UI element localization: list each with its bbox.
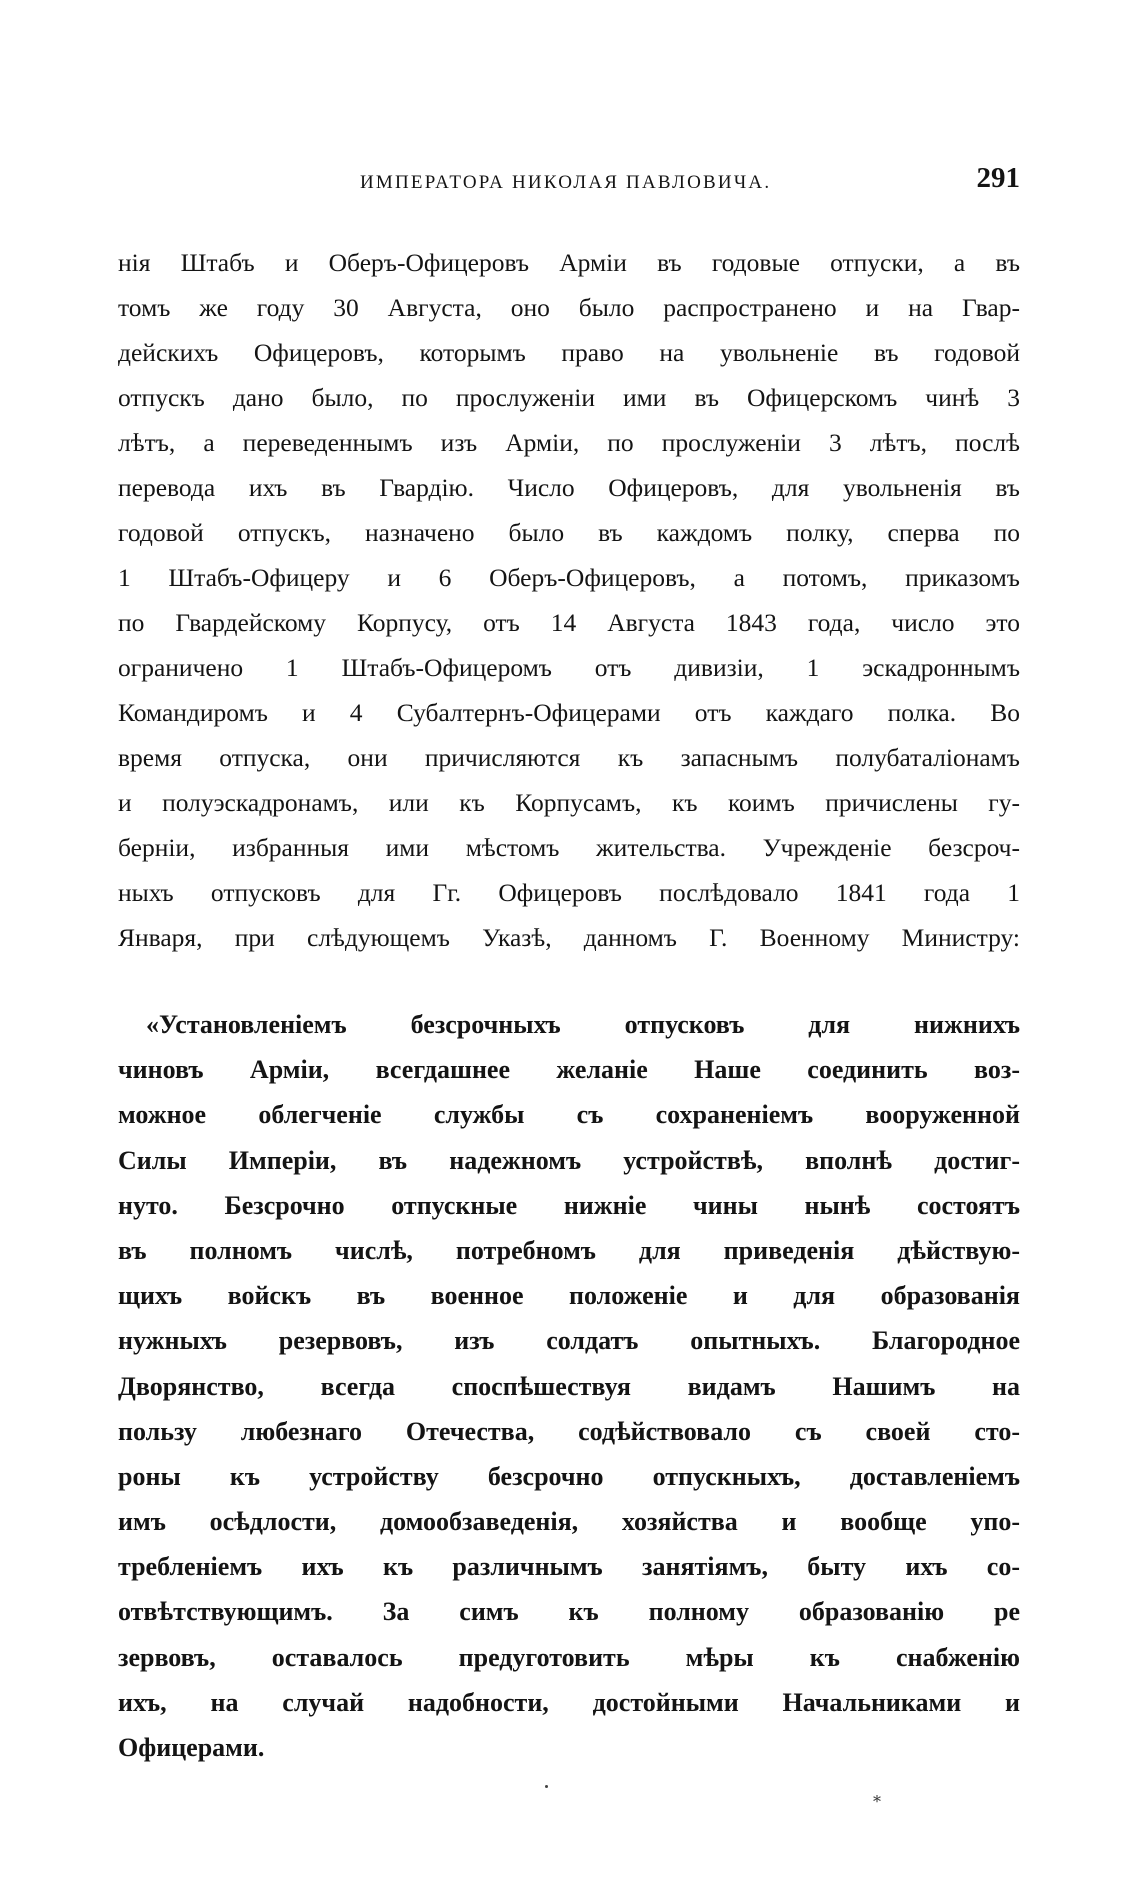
body-line: томъ же году 30 Августа, оно было распространено и на Гвар- — [118, 293, 1020, 322]
body-line: время отпуска, они причисляются къ запаснымъ полубаталіонамъ — [118, 743, 1020, 772]
quote-line: «Установленіемъ безсрочныхъ отпусковъ для нижнихъ — [146, 1010, 1020, 1039]
body-line: перевода ихъ въ Гвардію. Число Офицеровъ, для увольненія въ — [118, 473, 1020, 502]
body-line: по Гвардейскому Корпусу, отъ 14 Августа 1843 года, число это — [118, 608, 1020, 637]
body-line: годовой отпускъ, назначено было въ каждомъ полку, сперва по — [118, 518, 1020, 547]
body-line: дейскихъ Офицеровъ, которымъ право на увольненіе въ годовой — [118, 338, 1020, 367]
quote-line: въ полномъ числѣ, потребномъ для приведенія дѣйствую- — [118, 1235, 1020, 1265]
page-number: 291 — [976, 162, 1020, 194]
quote-line: нужныхъ резервовъ, изъ солдатъ опытныхъ. Благородное — [118, 1326, 1020, 1356]
quote-line: нуто. Безсрочно отпускные нижніе чины нынѣ состоятъ — [118, 1190, 1020, 1220]
running-head-title: ИМПЕРАТОРА НИКОЛАЯ ПАВЛОВИЧА. — [360, 172, 772, 193]
quote-line: отвѣтствующимъ. За симъ къ полному образованію ре — [118, 1597, 1020, 1627]
quote-line: Силы Имперіи, въ надежномъ устройствѣ, вполнѣ достиг- — [118, 1145, 1020, 1175]
quote-line: щихъ войскъ въ военное положеніе и для образованія — [118, 1281, 1020, 1311]
body-line: Командиромъ и 4 Субалтернъ-Офицерами отъ каждаго полка. Во — [118, 698, 1020, 727]
signature-mark: * — [873, 1792, 881, 1811]
quote-line: Дворянство, всегда споспѣшествуя видамъ Нашимъ на — [118, 1371, 1020, 1401]
decree-quote — [118, 1002, 1020, 1770]
quote-line: чиновъ Арміи, всегдашнее желаніе Наше соединить воз- — [118, 1055, 1020, 1085]
body-line: отпускъ дано было, по прослуженіи ими въ Офицерскомъ чинѣ 3 — [118, 383, 1020, 412]
quote-line: требленіемъ ихъ къ различнымъ занятіямъ, быту ихъ со- — [118, 1552, 1020, 1582]
quote-line: можное облегченіе службы съ сохраненіемъ вооруженной — [118, 1100, 1020, 1130]
quote-line: имъ осѣдлости, домообзаведенія, хозяйства и вообще упо- — [118, 1507, 1020, 1537]
body-line: нія Штабъ и Оберъ-Офицеровъ Арміи въ годовые отпуски, а въ — [118, 248, 1020, 277]
running-head — [118, 162, 1020, 202]
quote-line: ихъ, на случай надобности, достойными Начальниками и — [118, 1687, 1020, 1717]
body-paragraph — [118, 240, 1020, 960]
print-speck — [545, 1785, 548, 1788]
body-line: ограничено 1 Штабъ-Офицеромъ отъ дивизіи, 1 эскадроннымъ — [118, 653, 1020, 682]
quote-line: Офицерами. — [118, 1733, 265, 1762]
body-line: лѣтъ, а переведеннымъ изъ Арміи, по прослуженіи 3 лѣтъ, послѣ — [118, 428, 1020, 457]
body-line: и полуэскадронамъ, или къ Корпусамъ, къ коимъ причислены гу- — [118, 788, 1020, 817]
quote-line: роны къ устройству безсрочно отпускныхъ, доставленіемъ — [118, 1461, 1020, 1491]
quote-line: зервовъ, оставалось предуготовить мѣры къ снабженію — [118, 1642, 1020, 1672]
body-line: ныхъ отпусковъ для Гг. Офицеровъ послѣдовало 1841 года 1 — [118, 878, 1020, 907]
quote-line: пользу любезнаго Отечества, содѣйствовало съ своей сто- — [118, 1416, 1020, 1446]
body-line: берніи, избранныя ими мѣстомъ жительства. Учрежденіе безсроч- — [118, 833, 1020, 862]
body-line: 1 Штабъ-Офицеру и 6 Оберъ-Офицеровъ, а потомъ, приказомъ — [118, 563, 1020, 592]
body-line: Января, при слѣдующемъ Указѣ, данномъ Г. Военному Министру: — [118, 923, 1020, 952]
